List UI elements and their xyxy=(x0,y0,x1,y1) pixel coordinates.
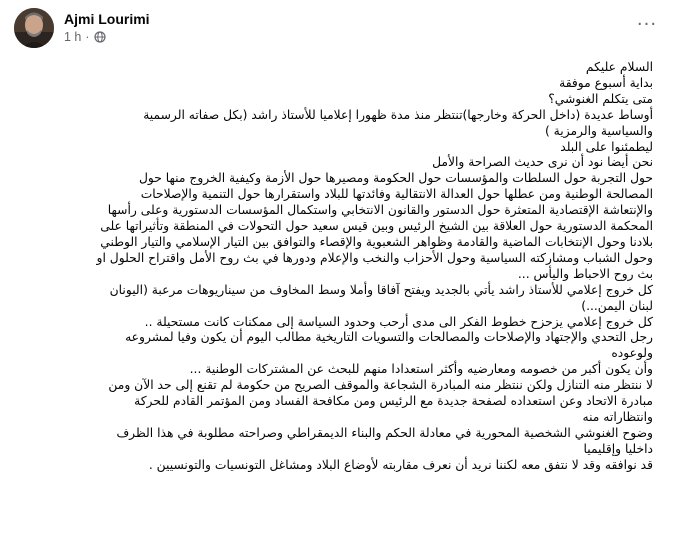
post-line: السلام عليكم xyxy=(585,60,653,74)
post-line: لا ننتظر منه التنازل ولكن ننتظر منه المبادرة الشجاعة والموقف الصريح من حكومة لم تقنع إلى حد الآن ومن xyxy=(108,378,653,393)
post-line: وضوح الغنوشي الشخصية المحورية في معادلة الحكم والبناء الديمقراطي وصراحته مطلوبة في هذا الظرف xyxy=(116,425,653,440)
post-line: المحكمة الدستورية حول العلاقة بين الشيخ الرئيس وبين قيس سعيد حول التحولات في المنطقة وتأثيراتها على xyxy=(100,219,653,234)
post-line: قد نوافقه وقد لا نتفق معه لكننا نريد أن نعرف مقاربته لأوضاع البلاد ومشاغل التونسيات والتونسيين . xyxy=(148,457,653,472)
post-line: أوساط عديدة (داخل الحركة وخارجها)تنتظر منذ مدة ظهورا إعلاميا للأستاذ راشد (بكل صفاته الرسمية xyxy=(143,107,653,122)
post-line: المصالحة الوطنية ومن عطلها حول العدالة الانتقالية وفائدتها للبلاد واستقرارها حول التنمية والإصلاحات xyxy=(140,187,653,202)
post-line: بلادنا وحول الإنتخابات الماضية والقادمة وظواهر الشعبوية والإقصاء والتوافق بين التيار الإسلامي والتيار الوطني xyxy=(100,234,653,249)
post-line: والسياسية والرمزية ) xyxy=(544,123,653,138)
author-name[interactable]: Ajmi Lourimi xyxy=(64,11,150,27)
meta-separator: · xyxy=(85,30,90,44)
post-line: بث روح الاحباط واليأس ... xyxy=(517,266,653,281)
more-dots-icon: ··· xyxy=(636,13,658,35)
post-line: نحن أيضا نود أن نرى حديث الصراحة والأمل xyxy=(432,155,653,170)
post-line: ليطمئنوا على البلد xyxy=(560,139,653,154)
post-line: رجل التحدي والإجتهاد والإصلاحات والمصالحات والتسويات التاريخية مطالب اليوم أن يكون وفيا لمشروعه xyxy=(125,330,653,345)
post-body xyxy=(64,60,653,474)
post-line: بداية أسبوع موفقة xyxy=(559,75,653,90)
post-line: وحول الشباب ومشاركته السياسية وحول الأحزاب والنخب والإعلام ودورها في بث روح الأمل واقتراح الحلول او xyxy=(96,250,653,265)
post-line: وانتظاراته منه xyxy=(582,409,653,424)
post-meta xyxy=(64,30,106,44)
post-header xyxy=(0,0,675,52)
post-line: مبادرة الاتحاد وعن استعداده لصفحة جديدة مع الرئيس ومن مكافحة الفساد ومن المؤتمر القادم للحركة xyxy=(134,394,653,409)
post-line: لبنان اليمن...) xyxy=(581,298,653,313)
post-line: وأن يكون أكبر من خصومه ومعارضيه وأكثر استعدادا منهم للبحث عن المشتركات الوطنية ... xyxy=(189,362,653,377)
avatar-photo xyxy=(14,8,54,48)
more-options-button[interactable] xyxy=(633,14,661,34)
post-line: حول التجربة حول السلطات والمؤسسات حول الحكومة ومصيرها حول الأزمة وكيفية الخروج منها حول xyxy=(138,171,653,186)
post-line: متى يتكلم الغنوشي؟ xyxy=(548,91,653,106)
post-time[interactable]: 1 h xyxy=(64,30,82,44)
post-line: داخليا وإقليميا xyxy=(583,441,653,456)
author-avatar[interactable] xyxy=(14,8,54,48)
globe-icon[interactable] xyxy=(94,31,106,43)
post-line: كل خروج إعلامي للأستاذ راشد يأتي بالجديد ويفتح آفاقا وأملا وسط المخاوف من سيناريوهات مرعبة (اليونان xyxy=(109,282,653,297)
post-line: والإنتعاشة الإقتصادية المتعثرة حول الدستور والقانون الانتخابي واستكمال المؤسسات الدستورية وعلى رأسها xyxy=(107,203,653,218)
post-line: ولوعوده xyxy=(611,346,653,361)
post-line: كل خروج إعلامي يزحزح خطوط الفكر الى مدى أرحب وحدود السياسة إلى ممكنات كانت مستحيلة .. xyxy=(144,314,653,329)
